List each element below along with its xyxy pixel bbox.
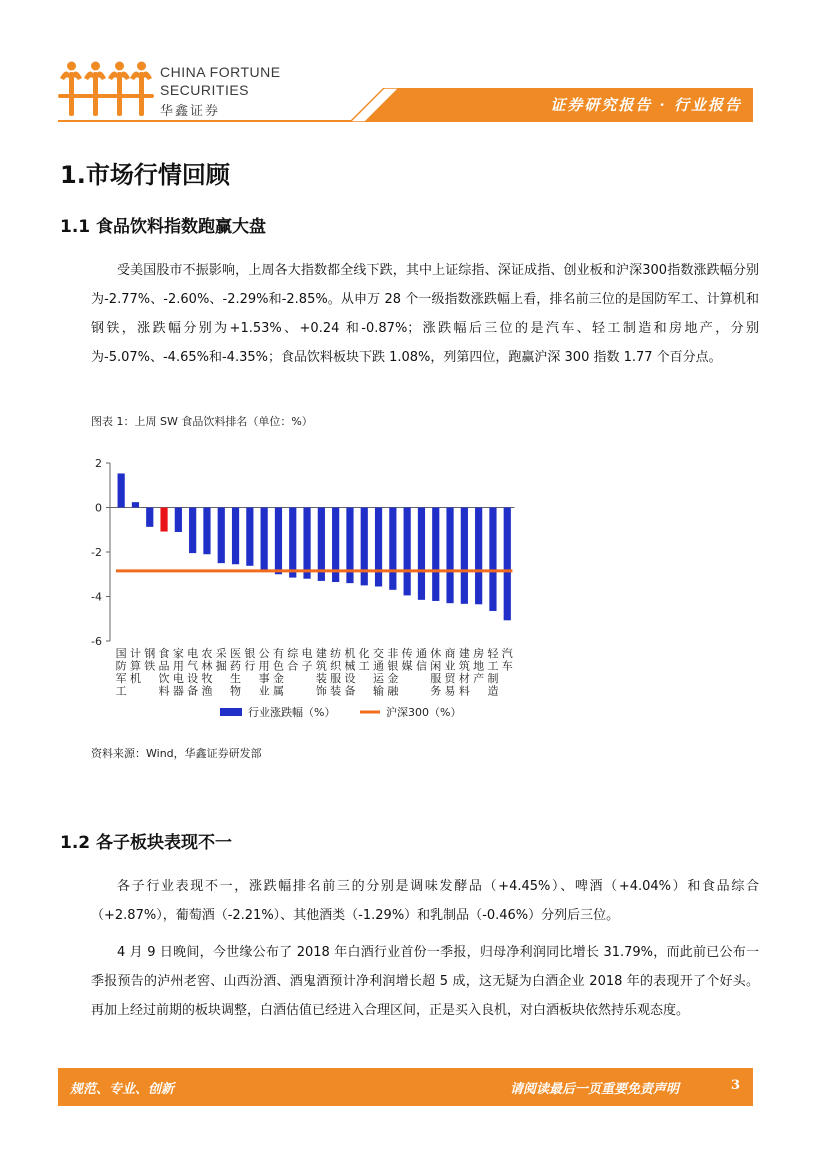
bar-化工 [361, 508, 368, 586]
bar-银行 [246, 508, 253, 566]
x-tick-label: 食品饮料 [158, 647, 170, 698]
x-tick-label: 房地产 [473, 647, 485, 685]
legend-bar-swatch [220, 708, 242, 716]
page-number: 3 [731, 1078, 741, 1093]
x-tick-label: 医药生物 [230, 647, 242, 698]
footer-motto: 规范、专业、创新 [70, 1082, 175, 1097]
bar-传媒 [404, 508, 411, 596]
legend-bar-label: 行业涨跌幅（%） [248, 706, 336, 719]
bar-综合 [289, 508, 296, 578]
bar-农林牧渔 [203, 508, 210, 555]
bar-非银金融 [389, 508, 396, 590]
x-tick-label: 电气设备 [187, 647, 199, 698]
bar-建筑材料 [461, 508, 468, 604]
subsection-title-1: 1.1 食品饮料指数跑赢大盘 [60, 217, 267, 237]
y-tick-label: -6 [91, 635, 102, 648]
y-tick-label: 2 [95, 457, 102, 470]
report-type-title: 证券研究报告 · 行业报告 [550, 96, 742, 114]
x-tick-label: 计算机 [129, 647, 141, 685]
x-tick-label: 国防军工 [115, 647, 127, 698]
legend-line-label: 沪深300（%） [386, 706, 462, 719]
x-tick-label: 纺织服装 [330, 647, 342, 698]
bar-国防军工 [118, 473, 125, 507]
x-tick-label: 综合 [287, 647, 299, 673]
bar-钢铁 [146, 508, 153, 527]
subsector-paragraph: 各子行业表现不一，涨跌幅排名前三的分别是调味发酵品（+4.45%）、啤酒（+4.04%）和食品综合（+2.87%），葡萄酒（-2.21%）、其他酒类（-1.29%）和乳制品（-0.46%）分列后三位。 [91, 879, 759, 923]
brand-name-en-line1: CHINA FORTUNE [160, 64, 281, 80]
bar-休闲服务 [432, 508, 439, 601]
x-tick-label: 化工 [358, 647, 370, 673]
x-tick-label: 汽车 [501, 647, 513, 673]
x-tick-label: 商业贸易 [444, 647, 456, 698]
x-tick-label: 银行 [244, 647, 256, 673]
bar-电气设备 [189, 508, 196, 554]
bar-电子 [303, 508, 310, 579]
x-tick-label: 非银金融 [387, 647, 399, 698]
x-tick-label: 建筑材料 [458, 647, 470, 698]
x-tick-label: 采掘 [215, 647, 227, 673]
bar-有色金属 [275, 508, 282, 575]
bar-通信 [418, 508, 425, 600]
x-tick-label: 有色金属 [272, 647, 284, 698]
bar-汽车 [504, 508, 511, 621]
bar-计算机 [132, 502, 139, 507]
company-logo-icon [58, 58, 154, 120]
x-tick-label: 电子 [301, 647, 313, 673]
x-tick-label: 家用电器 [172, 647, 184, 698]
baijiu-paragraph: 4 月 9 日晚间，今世缘公布了 2018 年白酒行业首份一季报，归母净利润同比增长 31.79%，而此前已公布一季报预告的泸州老窖、山西汾酒、酒鬼酒预计净利润增长超 5 成，这无疑为白酒企业 2018 年的表现开了个好头。再加上经过前期的板块调整，白酒估值已经进入合理区间，正是买入良机，对白酒板块依然持乐观态度。 [91, 945, 759, 1018]
x-tick-label: 钢铁 [144, 647, 156, 673]
brand-name-cn: 华鑫证券 [160, 104, 221, 119]
x-tick-label: 农林牧渔 [201, 647, 213, 698]
y-tick-label: -2 [91, 546, 102, 559]
x-tick-label: 机械设备 [344, 647, 356, 698]
bar-房地产 [475, 508, 482, 605]
x-tick-label: 交通运输 [373, 647, 385, 698]
figure-caption: 图表 1：上周 SW 食品饮料排名（单位：%） [91, 415, 313, 428]
bar-轻工制造 [489, 508, 496, 611]
industry-ranking-chart [80, 448, 760, 743]
bar-商业贸易 [446, 508, 453, 604]
x-tick-label: 传媒 [401, 647, 413, 673]
x-tick-label: 轻工制造 [487, 647, 499, 698]
header-rule [58, 120, 393, 122]
market-review-paragraph: 受美国股市不振影响，上周各大指数都全线下跌，其中上证综指、深证成指、创业板和沪深300指数涨跌幅分别为-2.77%、-2.60%、-2.29%和-2.85%。从申万 28 个一级指数涨跌幅上看，排名前三位的是国防军工、计算机和钢铁，涨跌幅分别为+1.53%、+0.24 和-0.87%；涨跌幅后三位的是汽车、轻工制造和房地产，分别为-5.07%、-4.65%和-4.35%；食品饮料板块下跌 1.08%，列第四位，跑赢沪深 300 指数 1.77 个百分点。 [91, 263, 759, 365]
bar-医药生物 [232, 508, 239, 565]
footer-disclaimer: 请阅读最后一页重要免责声明 [510, 1082, 680, 1097]
brand-name-en-line2: SECURITIES [160, 82, 250, 98]
bar-家用电器 [175, 508, 182, 532]
figure-source: 资料来源：Wind，华鑫证券研发部 [91, 747, 262, 760]
bar-交通运输 [375, 508, 382, 587]
bar-食品饮料 [160, 508, 167, 532]
x-tick-label: 公用事业 [258, 647, 270, 698]
bar-公用事业 [261, 508, 268, 573]
x-tick-label: 建筑装饰 [315, 647, 327, 698]
subsection-title-2: 1.2 各子板块表现不一 [60, 833, 233, 853]
x-tick-label: 通信 [415, 647, 427, 673]
x-tick-label: 休闲服务 [430, 647, 442, 698]
y-tick-label: 0 [95, 501, 102, 515]
section-title: 1.市场行情回顾 [60, 161, 230, 189]
bar-采掘 [218, 508, 225, 564]
y-tick-label: -4 [91, 590, 102, 604]
